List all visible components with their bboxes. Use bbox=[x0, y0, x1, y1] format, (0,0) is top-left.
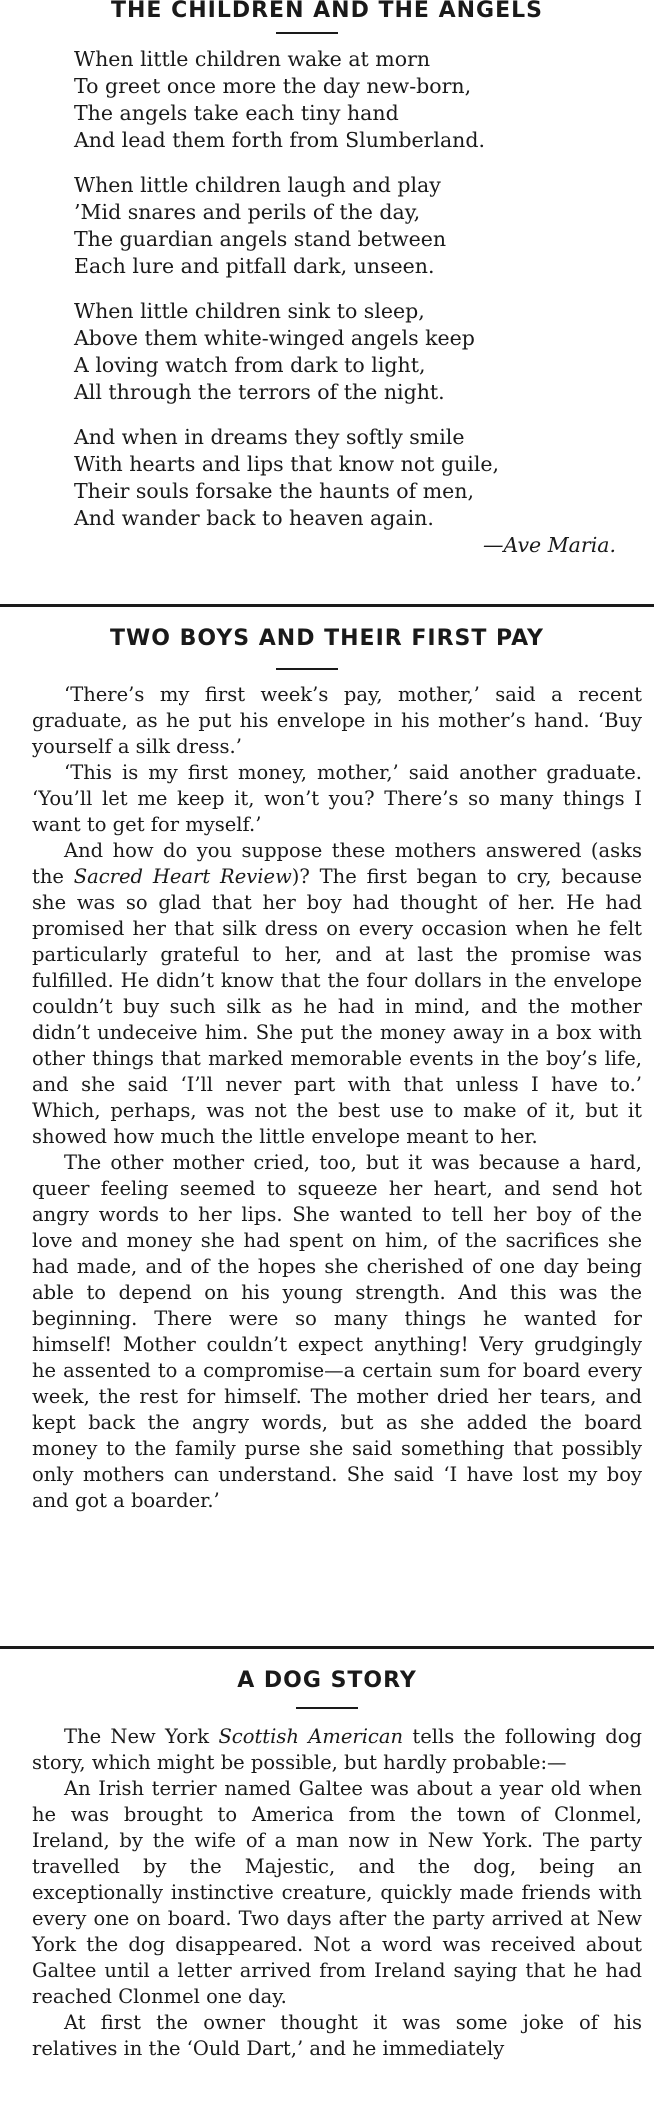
paragraph-text: The New York bbox=[64, 1725, 219, 1748]
article-body bbox=[32, 682, 642, 1514]
stanza bbox=[74, 172, 634, 280]
poem-attribution: —Ave Maria. bbox=[482, 533, 616, 557]
article-title: TWO BOYS AND THEIR FIRST PAY bbox=[110, 626, 544, 651]
title-rule bbox=[296, 1707, 358, 1709]
paragraph: The other mother cried, too, but it was because a hard, queer feeling seemed to squeeze her heart, and send hot angry words to her lips. She wanted to tell her boy of the love and money she had spent on him, of the sacrifices she had made, and of the hopes she cherished of one day being able to depend on his young strength. And this was the beginning. There were so many things he wanted for himself! Mother couldn’t expect anything! Very grudgingly he assented to a compromise—a certain sum for board every week, the rest for himself. The mother dried her tears, and kept back the angry words, but as she added the board money to the family purse she said something that possibly only mothers can understand. She said ‘I have lost my boy and got a boarder.’ bbox=[32, 1151, 642, 1512]
paragraph: ‘This is my first money, mother,’ said another graduate. ‘You’ll let me keep it, won’t you? There’s so many things I want to get for myself.’ bbox=[32, 761, 642, 836]
paragraph: At first the owner thought it was some joke of his relatives in the ‘Ould Dart,’ and he immediately bbox=[32, 2011, 642, 2060]
poem-body bbox=[74, 46, 634, 559]
poem-line: And wander back to heaven again. bbox=[74, 506, 434, 530]
section-separator bbox=[0, 604, 654, 607]
publication-name: Scottish American bbox=[218, 1725, 404, 1748]
poem-line: And when in dreams they softly smile bbox=[74, 425, 465, 449]
paragraph bbox=[32, 1724, 642, 1776]
poem-line: With hearts and lips that know not guile, bbox=[74, 452, 500, 476]
poem-line: The guardian angels stand between bbox=[74, 227, 447, 251]
poem-line: ’Mid snares and perils of the day, bbox=[74, 200, 421, 224]
stanza bbox=[74, 424, 634, 532]
poem-line: When little children sink to sleep, bbox=[74, 299, 425, 323]
title-rule bbox=[276, 668, 338, 670]
publication-name: Sacred Heart Review bbox=[73, 865, 292, 888]
poem-line: All through the terrors of the night. bbox=[74, 380, 445, 404]
poem-line: The angels take each tiny hand bbox=[74, 101, 399, 125]
poem-line: When little children wake at morn bbox=[74, 47, 431, 71]
poem-line: And lead them forth from Slumberland. bbox=[74, 128, 486, 152]
stanza bbox=[74, 298, 634, 406]
paragraph bbox=[32, 838, 642, 1150]
poem-title: THE CHILDREN AND THE ANGELS bbox=[110, 0, 544, 23]
paragraph-text: )? The first began to cry, because she was so glad that her boy had thought of her. He had promised her that silk dress on every occasion when he felt particularly grateful to her, and at last the promise was fulfilled. He didn’t know that the four dollars in the envelope couldn’t buy such silk as he had in mind, and the mother didn’t undeceive him. She put the money away in a box with other things that marked memorable events in the boy’s life, and she said ‘I’ll never part with that unless I have to.’ Which, perhaps, was not the best use to make of it, but it showed how much the little envelope meant to her. bbox=[32, 865, 642, 1148]
poem-line: Their souls forsake the haunts of men, bbox=[74, 479, 475, 503]
stanza bbox=[74, 46, 634, 154]
poem-line: A loving watch from dark to light, bbox=[74, 353, 426, 377]
poem-line: To greet once more the day new-born, bbox=[74, 74, 472, 98]
poem-line: Above them white-winged angels keep bbox=[74, 326, 475, 350]
article-body bbox=[32, 1724, 642, 2062]
section-separator bbox=[0, 1646, 654, 1649]
title-rule bbox=[276, 32, 338, 34]
paragraph: ‘There’s my first week’s pay, mother,’ said a recent graduate, as he put his envelope in his mother’s hand. ‘Buy yourself a silk dress.’ bbox=[32, 683, 642, 758]
paragraph-text: And how do you suppose these mothers answered (asks the bbox=[32, 839, 642, 888]
paragraph-text: tells the following dog story, which might be possible, but hardly probable:— bbox=[32, 1725, 642, 1774]
poem-line: Each lure and pitfall dark, unseen. bbox=[74, 254, 435, 278]
poem-line: When little children laugh and play bbox=[74, 173, 441, 197]
article-title: A DOG STORY bbox=[237, 1668, 417, 1693]
paragraph: An Irish terrier named Galtee was about a year old when he was brought to America from the town of Clonmel, Ireland, by the wife of a man now in New York. The party travelled by the Majestic, and the dog, being an exceptionally instinctive creature, quickly made friends with every one on board. Two days after the party arrived at New York the dog disappeared. Not a word was received about Galtee until a letter arrived from Ireland saying that he had reached Clonmel one day. bbox=[32, 1777, 642, 2008]
